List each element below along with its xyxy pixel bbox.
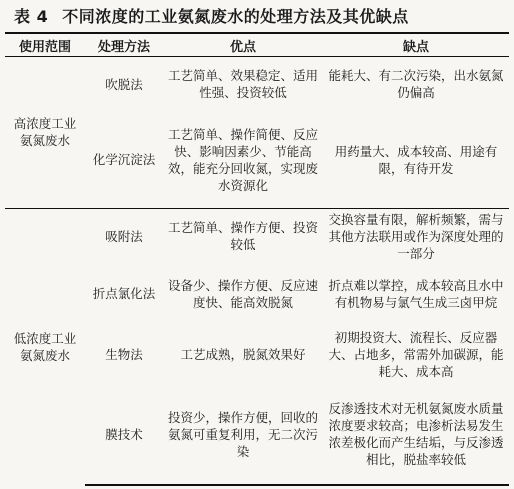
cons-cell: 反渗透技术对无机氨氮废水质量浓度要求较高；电渗析法易发生浓差极化而产生结垢，与反渗透相比，脱盐率较低 (323, 385, 509, 485)
cons-cell: 初期投资大、流程长、反应器大、占地多，常需外加碳源，能耗大、成本高 (328, 329, 504, 379)
table-title: 不同浓度的工业氨氮废水的处理方法及其优缺点 (62, 7, 409, 26)
header-scope: 使用范围 (5, 33, 85, 57)
pros-cell: 设备少、操作方便、反应速度快、能高效脱氮 (167, 277, 318, 310)
method-cell: 化学沉淀法 (92, 152, 156, 168)
scope-cell-high: 高浓度工业氨氮废水 (13, 116, 77, 149)
pros-cell: 工艺简单、效果稳定、适用性强、投资较低 (167, 68, 318, 101)
pros-cell: 工艺成熟，脱氮效果好 (180, 346, 306, 362)
header-method: 处理方法 (85, 33, 163, 57)
treatment-methods-table (5, 32, 509, 486)
header-row (5, 33, 509, 57)
cons-cell: 折点难以掌控，成本较高且水中有机物易与氯气生成三卤甲烷 (328, 277, 504, 310)
header-cons: 缺点 (323, 33, 509, 57)
method-cell: 吸附法 (85, 208, 163, 264)
header-pros: 优点 (163, 33, 323, 57)
table-row (5, 57, 509, 112)
table-number: 表 4 (14, 7, 49, 26)
pros-cell: 工艺简单、操作方便、投资较低 (163, 208, 323, 264)
cons-cell: 交换容量有限，解析频繁，需与其他方法联用或作为深度处理的一部分 (323, 208, 509, 264)
method-cell: 膜技术 (85, 385, 163, 485)
table-row (5, 208, 509, 264)
pros-cell: 工艺简单、操作简便、反应快、影响因素少、节能高效，能充分回收氮，实现废水资源化 (167, 126, 318, 193)
cons-cell: 用药量大、成本较高、用途有限，有待开发 (334, 143, 498, 176)
cons-cell: 能耗大、有二次污染，出水氨氮仍偏高 (328, 68, 504, 101)
method-cell: 生物法 (105, 346, 143, 362)
table-caption (14, 4, 409, 27)
method-cell: 吹脱法 (105, 76, 143, 92)
scope-cell-low: 低浓度工业氨氮废水 (5, 208, 85, 485)
pros-cell: 投资少，操作方便，回收的氨氮可重复利用，无二次污染 (163, 385, 323, 485)
method-cell: 折点氯化法 (92, 286, 156, 302)
